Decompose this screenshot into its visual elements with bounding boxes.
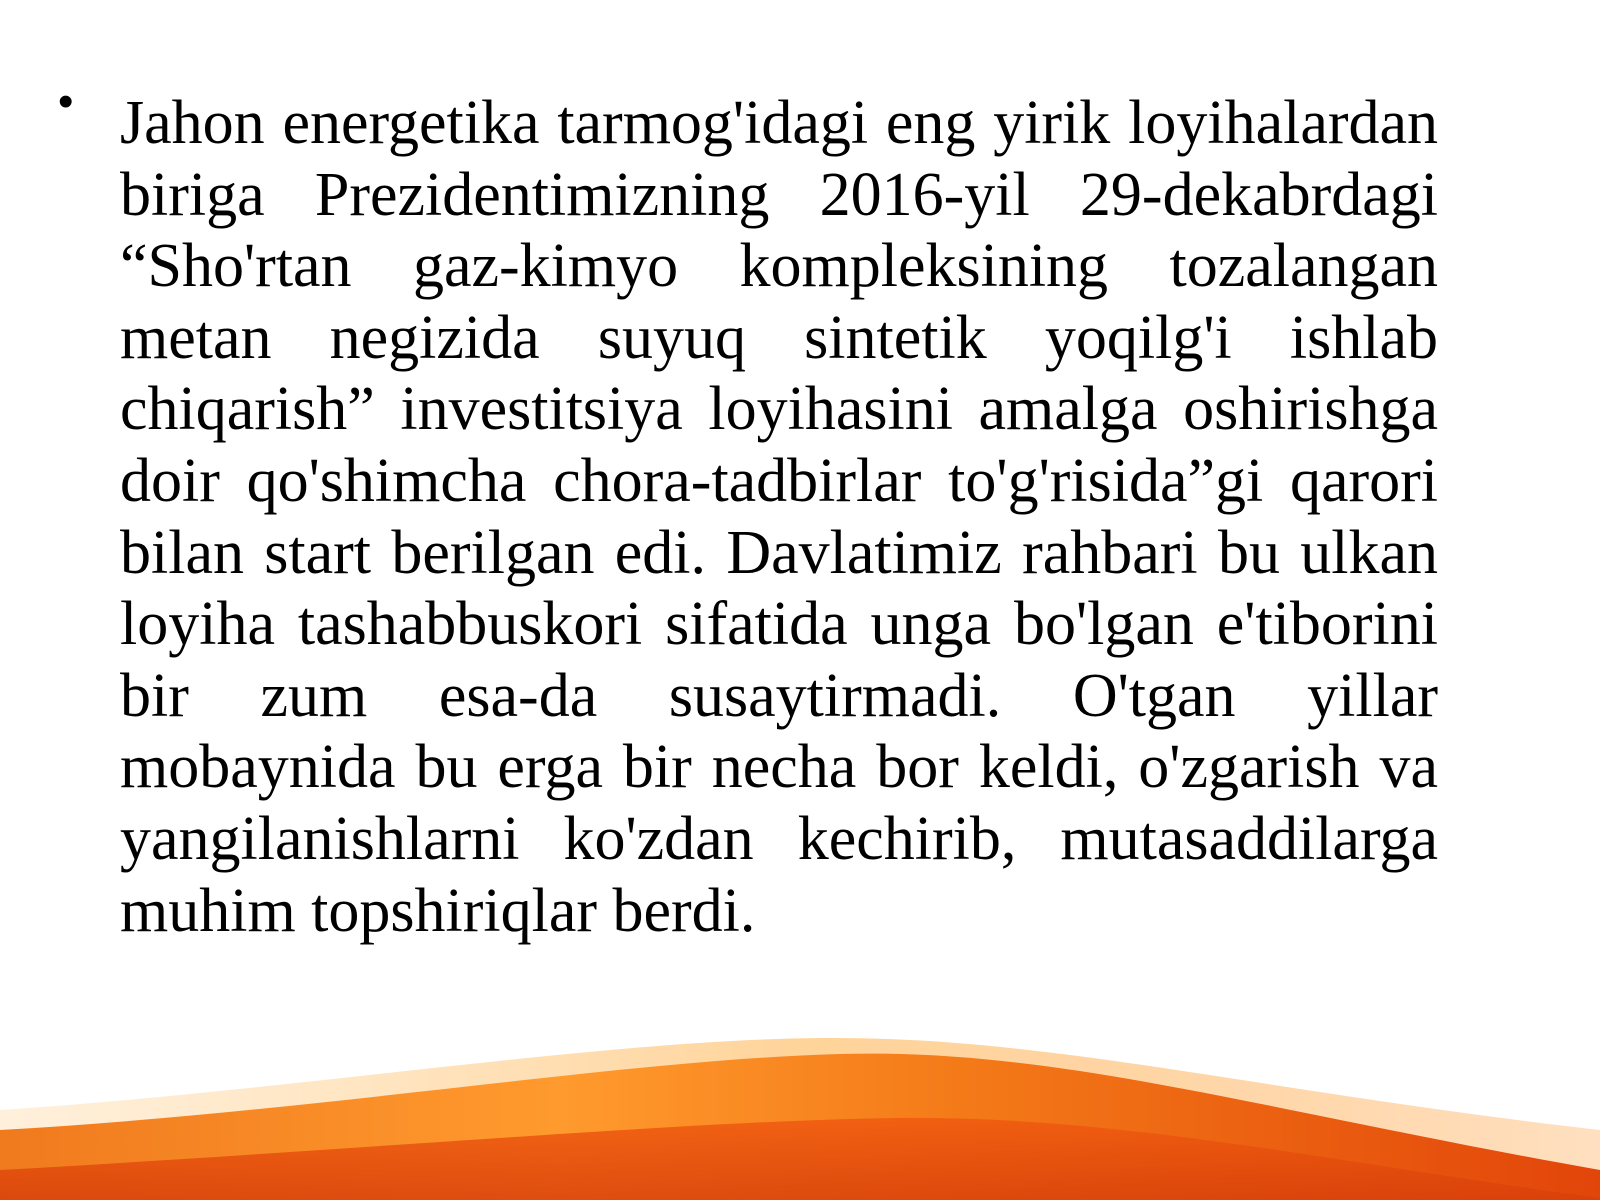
decorative-orange-wave [0, 1020, 1600, 1200]
slide-body-paragraph: Jahon energetika tarmog'idagi eng yirik loyihalardan biriga Prezidentimizning 2016-yil 29-dekabrdagi “Sho'rtan gaz-kimyo kompleksining tozalangan metan negizida suyuq sintetik yoqilg'i ishlab chiqarish” investitsiya loyihasini amalga oshirishga doir qo'shimcha chora-tadbirlar to'g'risida”gi qarori bilan start berilgan edi. Davlatimiz rahbari bu ulkan loyiha tashabbuskori sifatida unga bo'lgan e'tiborini bir zum esa-da susaytirmadi. O'tgan yillar mobaynida bu erga bir necha bor keldi, o'zgarish va yangilanishlarni ko'zdan kechirib, mutasaddilarga muhim topshiriqlar berdi. [120, 89, 1438, 945]
bullet-marker: • [58, 77, 74, 126]
